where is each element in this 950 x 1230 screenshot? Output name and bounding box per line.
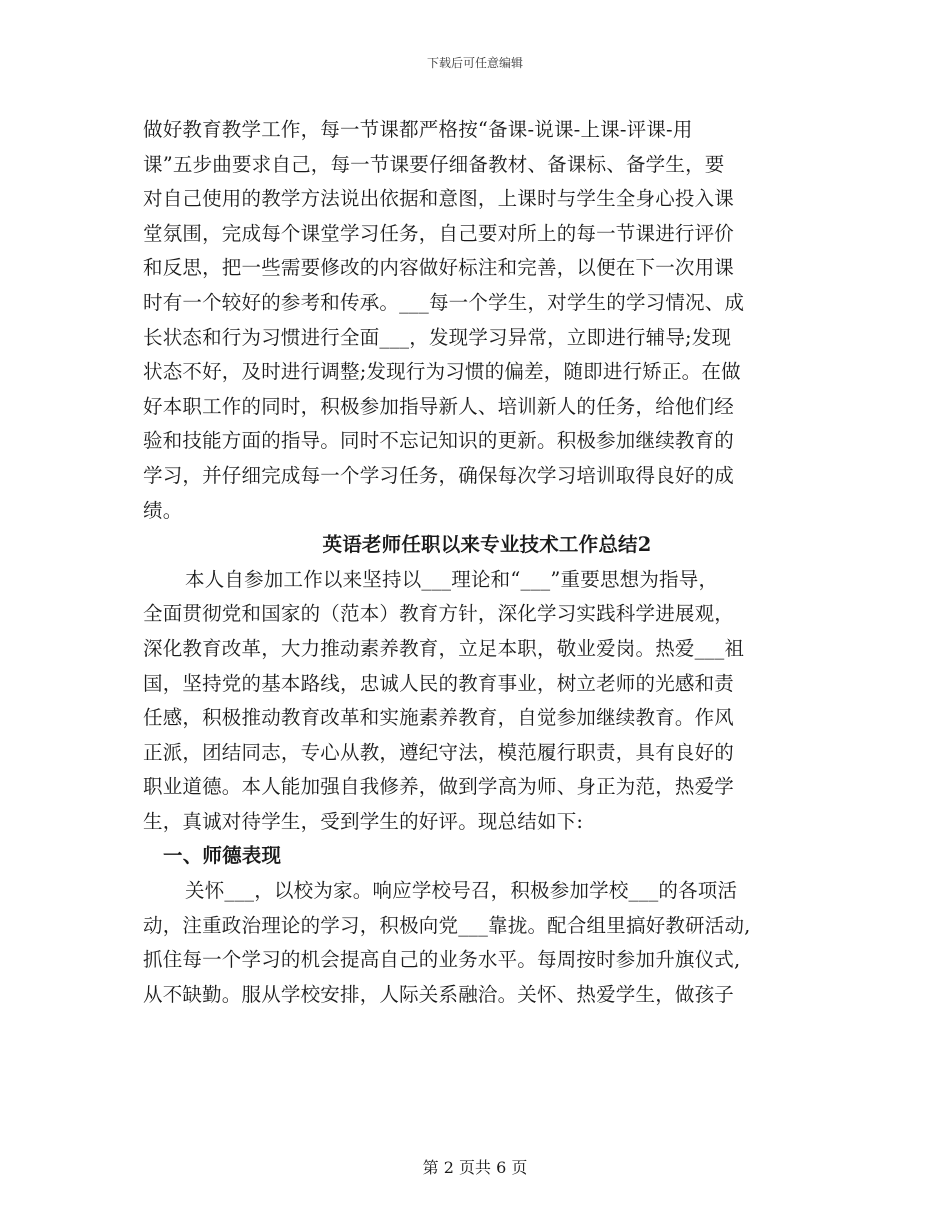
body-line: 好本职工作的同时，积极参加指导新人、培训新人的任务，给他们经: [143, 394, 735, 418]
intro-line: 任感，积极推动教育改革和实施素养教育，自觉参加继续教育。作风: [143, 706, 735, 730]
intro-line: 职业道德。本人能加强自我修养，做到学高为师、身正为范，热爱学: [143, 775, 735, 799]
body-line: 堂氛围，完成每个课堂学习任务，自己要对所上的每一节课进行评价: [143, 221, 735, 245]
body-line: 对自己使用的教学方法说出依据和意图，上课时与学生全身心投入课: [143, 187, 735, 211]
section-line: 动，注重政治理论的学习，积极向党___靠拢。配合组里搞好教研活动,: [143, 913, 751, 937]
body-line: 长状态和行为习惯进行全面___，发现学习异常，立即进行辅导;发现: [143, 325, 732, 349]
intro-line: 全面贯彻党和国家的（范本）教育方针，深化学习实践科学进展观，: [143, 602, 735, 626]
page-indicator: 第 2 页共 6 页: [422, 1158, 528, 1177]
body-line: 和反思，把一些需要修改的内容做好标注和完善，以便在下一次用课: [143, 256, 735, 280]
document-body: [143, 113, 805, 1012]
body-line: 绩。: [143, 498, 183, 522]
section-line: 从不缺勤。服从学校安排，人际关系融洽。关怀、热爱学生，做孩子: [143, 982, 735, 1006]
header-note: 下载后可任意编辑: [426, 56, 523, 70]
intro-line: 国，坚持党的基本路线，忠诚人民的教育事业，树立老师的光感和责: [143, 671, 735, 695]
body-line: 做好教育教学工作，每一节课都严格按“备课-说课-上课-评课-用: [143, 118, 693, 141]
intro-line: 深化教育改革，大力推动素养教育，立足本职，敬业爱岗。热爱___祖: [143, 636, 745, 660]
body-line: 学习，并仔细完成每一个学习任务，确保每次学习培训取得良好的成: [143, 463, 735, 487]
body-line: 时有一个较好的参考和传承。___每一个学生，对学生的学习情况、成: [143, 290, 745, 314]
section-heading: 一、师德表现: [163, 844, 282, 868]
intro-line: 正派，团结同志，专心从教，遵纪守法，模范履行职责，具有良好的: [143, 740, 735, 764]
body-line: 验和技能方面的指导。同时不忘记知识的更新。积极参加继续教育的: [143, 429, 735, 453]
section-line: 关怀___，以校为家。响应学校号召，积极参加学校___的各项活: [185, 879, 738, 903]
section-line: 抓住每一个学习的机会提高自己的业务水平。每周按时参加升旗仪式,: [143, 948, 741, 972]
document-title: 英语老师任职以来专业技术工作总结2: [322, 533, 652, 557]
body-line: 状态不好，及时进行调整;发现行为习惯的偏差，随即进行矫正。在做: [143, 360, 741, 384]
intro-line: 本人自参加工作以来坚持以___理论和“___”重要思想为指导，: [185, 567, 719, 591]
intro-line: 生，真诚对待学生，受到学生的好评。现总结如下:: [143, 809, 584, 833]
body-line: 课”五步曲要求自己，每一节课要仔细备教材、备课标、备学生，要: [143, 152, 725, 176]
